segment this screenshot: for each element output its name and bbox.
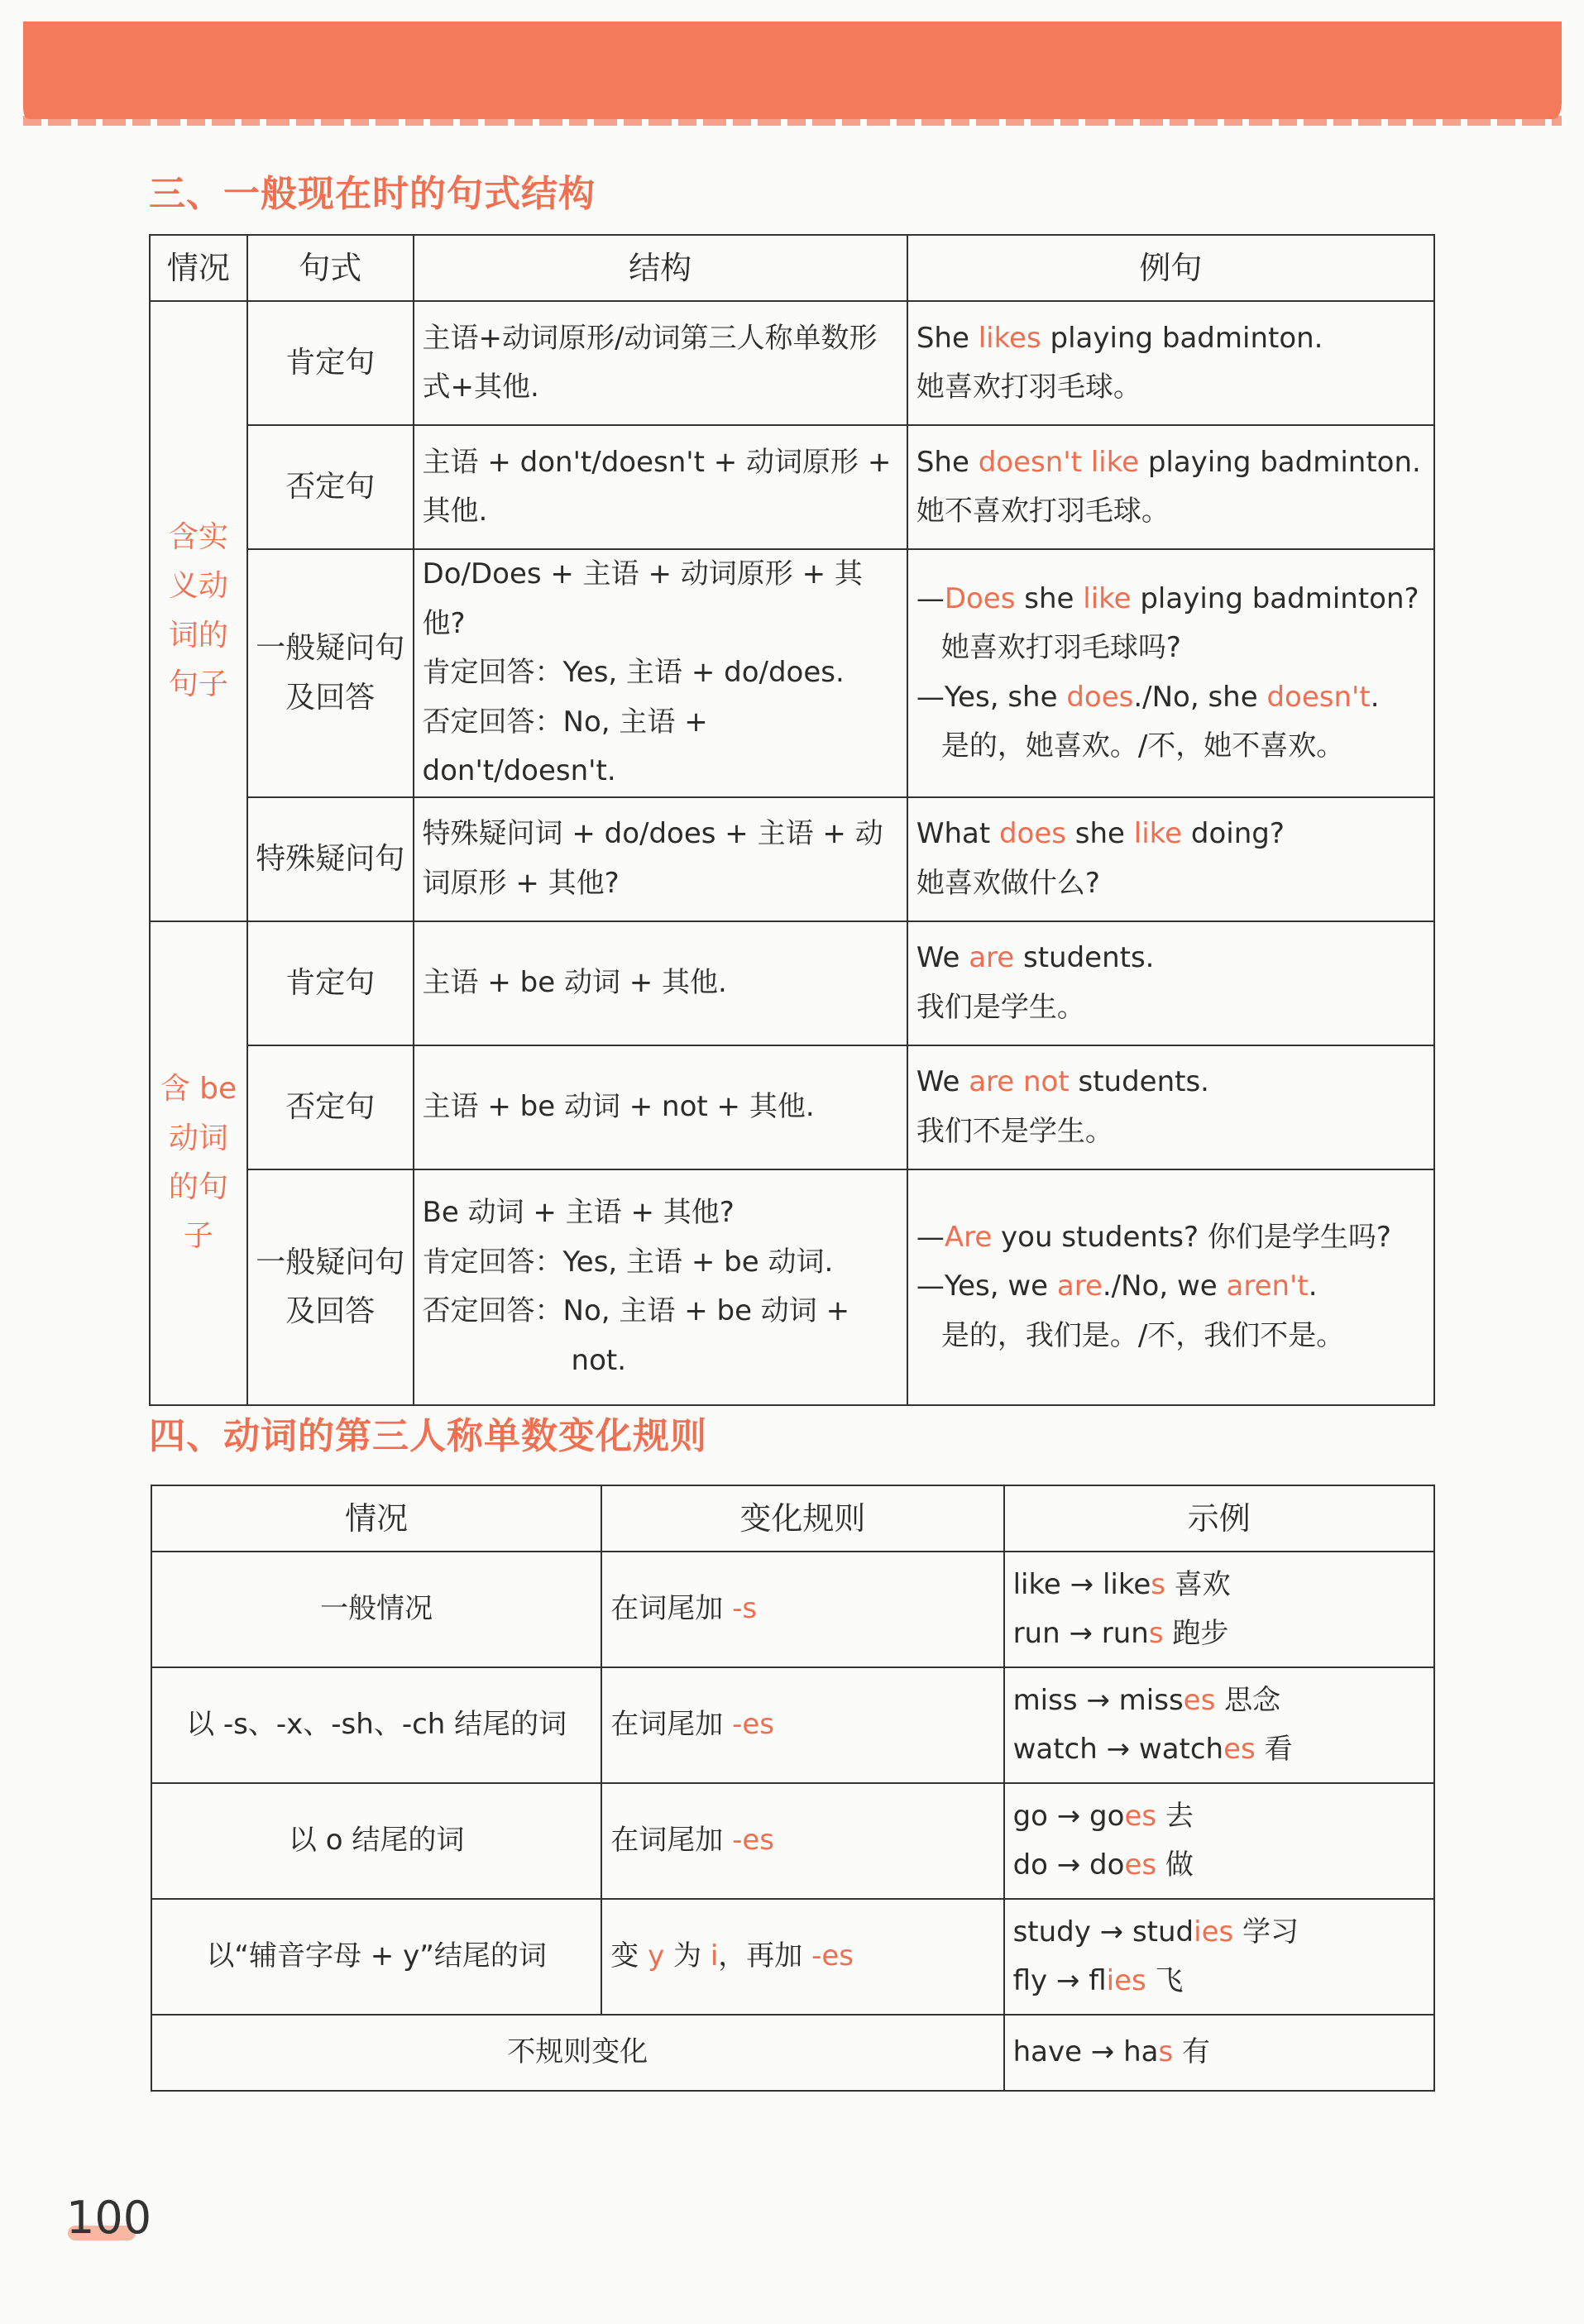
- table-row: [150, 921, 1434, 1045]
- sentence-type: 否定句: [247, 425, 414, 549]
- table-row: [151, 2015, 1434, 2091]
- sentence-type: 肯定句: [247, 301, 414, 425]
- structure-cell: 主语 + be 动词 + 其他.: [414, 921, 907, 1045]
- header-situation: 情况: [151, 1485, 601, 1552]
- example-cell: She doesn't like playing badminton. 她不喜欢打羽毛球。: [907, 425, 1434, 549]
- example-cell: go → goes 去 do → does 做: [1004, 1783, 1434, 1899]
- rule-cell: 变 y 为 i，再加 -es: [601, 1899, 1003, 2015]
- rule-cell: 在词尾加 -es: [601, 1667, 1003, 1783]
- example-cell: miss → misses 思念 watch → watches 看: [1004, 1667, 1434, 1783]
- header-example: 示例: [1004, 1485, 1434, 1552]
- header-sentence-type: 句式: [247, 235, 414, 301]
- header-situation: 情况: [150, 235, 247, 301]
- example-cell: What does she like doing? 她喜欢做什么?: [907, 797, 1434, 921]
- situation-cell: 以 o 结尾的词: [151, 1783, 601, 1899]
- table-row: [151, 1667, 1434, 1783]
- table-row: [150, 797, 1434, 921]
- example-cell: —Does she like playing badminton? 她喜欢打羽毛球吗? —Yes, she does./No, she doesn't. 是的，她喜欢。/不，她不喜欢。: [907, 549, 1434, 797]
- situation-cell: 以 -s、-x、-sh、-ch 结尾的词: [151, 1667, 601, 1783]
- table-row: [150, 549, 1434, 797]
- table-row: [150, 425, 1434, 549]
- rule-cell: 在词尾加 -es: [601, 1783, 1003, 1899]
- example-cell: have → has 有: [1004, 2015, 1434, 2091]
- group-be-verb: 含 be 动词的句子: [150, 921, 247, 1405]
- header-banner: [23, 22, 1562, 119]
- page-number: 100: [66, 2192, 152, 2244]
- rule-cell: 在词尾加 -s: [601, 1552, 1003, 1667]
- sentence-type: 特殊疑问句: [247, 797, 414, 921]
- situation-cell: 不规则变化: [151, 2015, 1004, 2091]
- header-structure: 结构: [414, 235, 907, 301]
- example-cell: She likes playing badminton. 她喜欢打羽毛球。: [907, 301, 1434, 425]
- section-title-sentence-structure: 三、一般现在时的句式结构: [149, 173, 596, 215]
- example-cell: We are students. 我们是学生。: [907, 921, 1434, 1045]
- structure-cell: 特殊疑问词 + do/does + 主语 + 动词原形 + 其他?: [414, 797, 907, 921]
- table-row: [151, 1783, 1434, 1899]
- structure-cell: Be 动词 + 主语 + 其他? 肯定回答：Yes, 主语 + be 动词. 否定回答：No, 主语 + be 动词 + not.: [414, 1169, 907, 1405]
- group-content-verb: 含实义动词的句子: [150, 301, 247, 921]
- structure-cell: 主语 + be 动词 + not + 其他.: [414, 1045, 907, 1169]
- situation-cell: 以“辅音字母 + y”结尾的词: [151, 1899, 601, 2015]
- table-row: [151, 1899, 1434, 2015]
- example-cell: We are not students. 我们不是学生。: [907, 1045, 1434, 1169]
- structure-cell: 主语 + don't/doesn't + 动词原形 + 其他.: [414, 425, 907, 549]
- structure-cell: Do/Does + 主语 + 动词原形 + 其他? 肯定回答：Yes, 主语 + do/does. 否定回答：No, 主语 + don't/doesn't.: [414, 549, 907, 797]
- table-row: [150, 1045, 1434, 1169]
- sentence-type: 肯定句: [247, 921, 414, 1045]
- table-row: [150, 301, 1434, 425]
- table-header-row: [150, 235, 1434, 301]
- example-cell: study → studies 学习 fly → flies 飞: [1004, 1899, 1434, 2015]
- sentence-structure-table: [149, 234, 1435, 1406]
- table-row: [151, 1552, 1434, 1667]
- situation-cell: 一般情况: [151, 1552, 601, 1667]
- sentence-type: 一般疑问句及回答: [247, 549, 414, 797]
- sentence-type: 否定句: [247, 1045, 414, 1169]
- example-cell: like → likes 喜欢 run → runs 跑步: [1004, 1552, 1434, 1667]
- header-example: 例句: [907, 235, 1434, 301]
- table-row: [150, 1169, 1434, 1405]
- sentence-type: 一般疑问句及回答: [247, 1169, 414, 1405]
- structure-cell: 主语+动词原形/动词第三人称单数形式+其他.: [414, 301, 907, 425]
- table-header-row: [151, 1485, 1434, 1552]
- header-rule: 变化规则: [601, 1485, 1003, 1552]
- third-person-rules-table: [151, 1485, 1435, 2092]
- example-cell: —Are you students? 你们是学生吗? —Yes, we are./No, we aren't. 是的，我们是。/不，我们不是。: [907, 1169, 1434, 1405]
- section-title-third-person-rules: 四、动词的第三人称单数变化规则: [149, 1415, 707, 1457]
